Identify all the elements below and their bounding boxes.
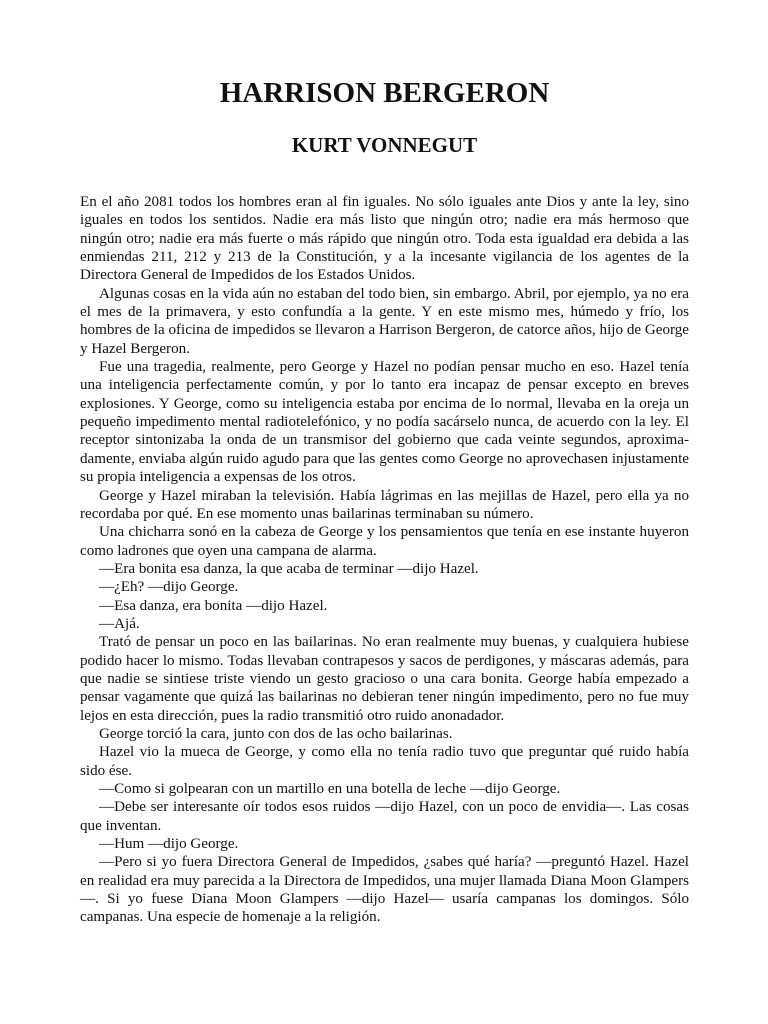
document-page	[80, 70, 689, 927]
paragraph-8: Hazel vio la mueca de George, y como ella no tenía radio tuvo que preguntar qué ruido había sido ése.	[80, 744, 689, 779]
dialogue-line-4: —Ajá.	[99, 615, 140, 632]
dialogue-line-7: —Hum —dijo George.	[99, 836, 239, 853]
document-body	[80, 193, 689, 927]
dialogue-line-8: —Pero si yo fuera Directora General de Impedidos, ¿sabes qué haría? —preguntó Hazel. Hazel en realidad era muy parecida a la Directora de Impedidos, una mujer llamada Diana Moon Glampers—. Si yo fuese Diana Moon Glampers —dijo Hazel— usaría campanas los domingos. Sólo campanas. Una especie de homenaje a la religión.	[80, 854, 689, 926]
paragraph-5: Una chicharra sonó en la cabeza de George y los pensamientos que tenía en ese instante huyeron como ladrones que oyen una campana de alarma.	[80, 524, 689, 559]
paragraph-1: En el año 2081 todos los hombres eran al fin iguales. No sólo iguales ante Dios y ante la ley, sino iguales en todos los sentidos. Nadie era más listo que ningún otro; nadie era más hermoso que ningún otro; nadie era más fuerte o más rápido que ningún otro. Toda esta igualdad era debida a las enmiendas 211, 212 y 213 de la Constitución, y a la incesante vigilancia de los agentes de la Directora General de Impedidos de los Estados Unidos.	[80, 194, 689, 284]
dialogue-line-6: —Debe ser interesante oír todos esos ruidos —dijo Hazel, con un poco de envidia—. Las cosas que inventan.	[80, 799, 689, 834]
paragraph-6: Trató de pensar un poco en las bailarinas. No eran realmente muy buenas, y cualquiera hubiese podido hacer lo mismo. Todas llevaban contrapesos y sacos de perdigones, y máscaras además, para que nadie se sintiese triste viendo un gesto gracioso o una cara bonita. George había empezado a pensar vagamente que quizá las bailarinas no debieran tener ningún impedimento, pero no fue muy lejos en esta dirección, pues la radio transmitió otro ruido anonadador.	[80, 634, 689, 724]
paragraph-2: Algunas cosas en la vida aún no estaban del todo bien, sin embargo. Abril, por ejemplo, ya no era el mes de la primavera, y esto confundía a la gente. Y en este mismo mes, húmedo y frío, los hombres de la oficina de impedidos se llevaron a Harrison Bergeron, de catorce años, hijo de George y Hazel Bergeron.	[80, 285, 689, 357]
dialogue-line-1: —Era bonita esa danza, la que acaba de terminar —dijo Hazel.	[99, 560, 479, 577]
document-author: KURT VONNEGUT	[291, 133, 478, 157]
dialogue-line-2: —¿Eh? —dijo George.	[99, 579, 239, 596]
dialogue-line-5: —Como si golpearan con un martillo en una botella de leche —dijo George.	[99, 781, 561, 797]
document-title: HARRISON BERGERON	[219, 77, 550, 109]
paragraph-7: George torció la cara, junto con dos de las ocho bailarinas.	[99, 725, 453, 742]
paragraph-3: Fue una tragedia, realmente, pero George y Hazel no podían pensar mucho en eso. Hazel tenía una inteligencia perfectamente común, y por lo tanto era incapaz de pensar excepto en breves explosiones. Y George, como su inteligencia estaba por encima de lo normal, llevaba en la oreja un pequeño impedimento mental radiotelefónico, y no podía sacárselo nunca, de acuerdo con la ley. El receptor sintonizaba la onda de un transmisor del gobierno que cada veinte segundos, aproximadamente, enviaba algún ruido agudo para que las gentes como George no aprovechasen injustamente su propia inteligencia a expensas de los otros.	[80, 359, 689, 486]
paragraph-4: George y Hazel miraban la televisión. Había lágrimas en las mejillas de Hazel, pero ella ya no recordaba por qué. En ese momento unas bailarinas terminaban su número.	[80, 487, 689, 522]
dialogue-line-3: —Esa danza, era bonita —dijo Hazel.	[99, 597, 328, 614]
